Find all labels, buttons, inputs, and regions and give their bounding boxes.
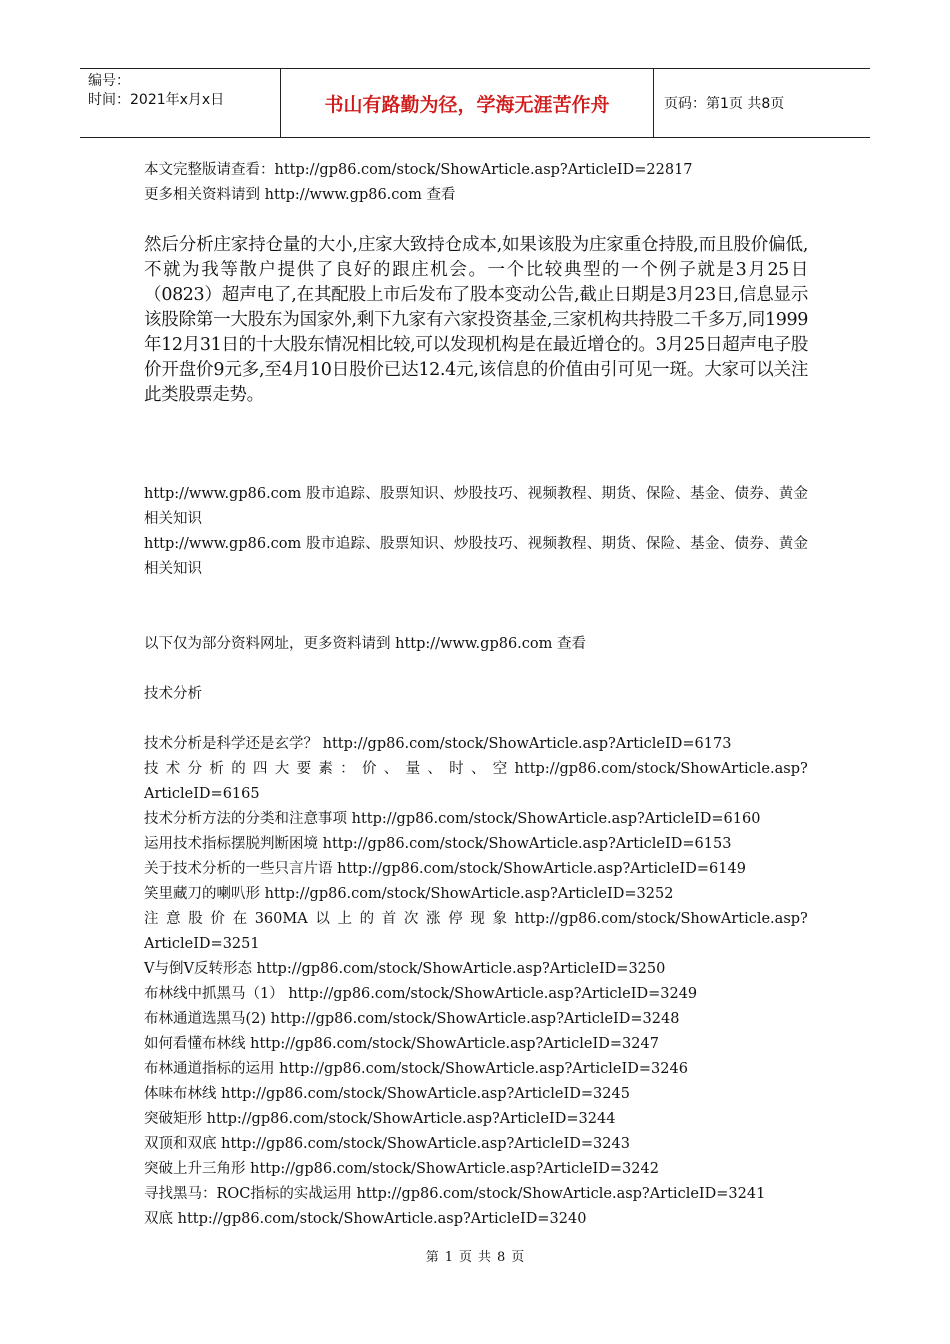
link-word: 、 (383, 761, 399, 777)
footer-ye: 页 (458, 1250, 472, 1265)
link-item[interactable]: 双底 http://gp86.com/stock/ShowArticle.asp?ArticleID=3240 (144, 1211, 587, 1227)
link-word: 以 (315, 911, 330, 927)
link-item[interactable]: 技术分析是科学还是玄学？ http://gp86.com/stock/ShowArticle.asp?ArticleID=6173 (144, 736, 732, 752)
link-word: 、 (427, 761, 442, 777)
link-item[interactable]: 关于技术分析的一些只言片语 http://gp86.com/stock/ShowArticle.asp?ArticleID=6149 (144, 861, 746, 877)
link-item-justified[interactable] (144, 907, 808, 932)
article-body (144, 233, 808, 408)
link-word: 首 (381, 911, 397, 927)
link-word: 分 (187, 761, 203, 777)
link-item[interactable]: 运用技术指标摆脱判断困境 http://gp86.com/stock/ShowArticle.asp?ArticleID=6153 (144, 836, 732, 852)
link-item[interactable]: 寻找黑马：ROC指标的实战运用 http://gp86.com/stock/ShowArticle.asp?ArticleID=3241 (144, 1186, 766, 1202)
link-word: http://gp86.com/stock/ShowArticle.asp? (514, 761, 808, 777)
link-word: 价 (361, 761, 377, 777)
page-footer (0, 1246, 950, 1265)
link-word: 象 (492, 911, 507, 927)
link-item[interactable]: 突破矩形 http://gp86.com/stock/ShowArticle.asp?ArticleID=3244 (144, 1111, 616, 1127)
link-item[interactable]: 体味布林线 http://gp86.com/stock/ShowArticle.asp?ArticleID=3245 (144, 1086, 630, 1102)
link-item-continuation[interactable]: ArticleID=6165 (144, 786, 260, 802)
link-word: 现 (470, 911, 485, 927)
link-word: 技 (144, 761, 159, 777)
footer-ye: 页 (511, 1250, 525, 1265)
footer-di: 第 (425, 1250, 439, 1265)
link-word: 意 (166, 911, 181, 927)
link-item[interactable]: 笑里藏刀的喇叭形 http://gp86.com/stock/ShowArticle.asp?ArticleID=3252 (144, 886, 674, 902)
article-paragraph: 然后分析庄家持仓量的大小,庄家大致持仓成本,如果该股为庄家重仓持股,而且股价偏低,不就为我等散户提供了良好的跟庄机会。一个比较典型的一个例子就是3月25日（0823）超声电了,在其配股上市后发布了股本变动公告,截止日期是3月23日,信息显示该股除第一大股东为国家外,剩下九家有六家投资基金,三家机构共持股二千多万,同1999年12月31日的十大股东情况相比较,可以发现机构是在最近增仓的。3月25日超声电子股价开盘价9元多,至4月10日股价已达12.4元,该信息的价值由引可见一斑。大家可以关注此类股票走势。 (144, 235, 808, 405)
promo-line[interactable]: http://www.gp86.com 股市追踪、股票知识、炒股技巧、视频教程、期货、保险、基金、债券、黄金相关知识 (144, 486, 808, 527)
link-item[interactable]: 技术分析方法的分类和注意事项 http://gp86.com/stock/ShowArticle.asp?ArticleID=6160 (144, 811, 761, 827)
link-word: 时 (449, 761, 464, 777)
link-word: ： (340, 761, 355, 777)
document-date-label: 时间：2021年x月x日 (88, 92, 225, 108)
link-item[interactable]: 双顶和双底 http://gp86.com/stock/ShowArticle.asp?ArticleID=3243 (144, 1136, 630, 1152)
link-word: 要 (296, 761, 312, 777)
link-word: 量 (405, 761, 421, 777)
footer-page-number: 1 (444, 1250, 453, 1265)
links-intro-block (144, 632, 808, 1232)
link-word: 在 (232, 911, 248, 927)
header-motto: 书山有路勤为径，学海无涯苦作舟 (281, 69, 654, 137)
promo-block (144, 482, 808, 582)
link-item[interactable]: 突破上升三角形 http://gp86.com/stock/ShowArticle.asp?ArticleID=3242 (144, 1161, 659, 1177)
link-item[interactable]: 布林通道选黑马(2) http://gp86.com/stock/ShowArticle.asp?ArticleID=3248 (144, 1011, 680, 1027)
link-item[interactable]: 布林通道指标的运用 http://gp86.com/stock/ShowArticle.asp?ArticleID=3246 (144, 1061, 688, 1077)
link-word: 股 (188, 911, 203, 927)
link-word: 素 (318, 761, 333, 777)
page-header (80, 68, 870, 138)
link-item[interactable]: 布林线中抓黑马（1） http://gp86.com/stock/ShowArticle.asp?ArticleID=3249 (144, 986, 698, 1002)
header-meta (80, 69, 281, 137)
header-page-number: 页码：第1页 共8页 (664, 96, 785, 112)
intro-more-info-link[interactable]: 更多相关资料请到 http://www.gp86.com 查看 (144, 187, 456, 203)
link-word: 、 (470, 761, 486, 777)
link-word: 的 (231, 761, 246, 777)
link-word: 价 (210, 911, 225, 927)
link-word: 360MA (254, 911, 308, 927)
link-word: 析 (209, 761, 224, 777)
link-word: 四 (252, 761, 268, 777)
footer-gong: 共 (478, 1250, 492, 1265)
link-word: 停 (448, 911, 463, 927)
intro-full-version-link[interactable]: 本文完整版请查看：http://gp86.com/stock/ShowArticle.asp?ArticleID=22817 (144, 162, 693, 178)
link-item[interactable]: 如何看懂布林线 http://gp86.com/stock/ShowArticle.asp?ArticleID=3247 (144, 1036, 659, 1052)
section-title: 技术分析 (144, 686, 202, 702)
document-number-label: 编号： (88, 73, 130, 89)
footer-total-pages: 8 (497, 1250, 506, 1265)
link-word: 涨 (426, 911, 441, 927)
link-item[interactable]: V与倒V反转形态 http://gp86.com/stock/ShowArticle.asp?ArticleID=3250 (144, 961, 666, 977)
promo-line[interactable]: http://www.gp86.com 股市追踪、股票知识、炒股技巧、视频教程、期货、保险、基金、债券、黄金相关知识 (144, 536, 808, 577)
link-word: 术 (165, 761, 181, 777)
link-item-continuation[interactable]: ArticleID=3251 (144, 936, 260, 952)
link-word: 上 (337, 911, 352, 927)
intro-block (144, 158, 808, 208)
link-word: 空 (492, 761, 508, 777)
link-word: 大 (274, 761, 290, 777)
link-word: 注 (144, 911, 159, 927)
link-word: http://gp86.com/stock/ShowArticle.asp? (514, 911, 808, 927)
link-item-justified[interactable] (144, 757, 808, 782)
link-word: 次 (403, 911, 419, 927)
link-word: 的 (359, 911, 375, 927)
links-intro[interactable]: 以下仅为部分资料网址，更多资料请到 http://www.gp86.com 查看 (144, 636, 586, 652)
